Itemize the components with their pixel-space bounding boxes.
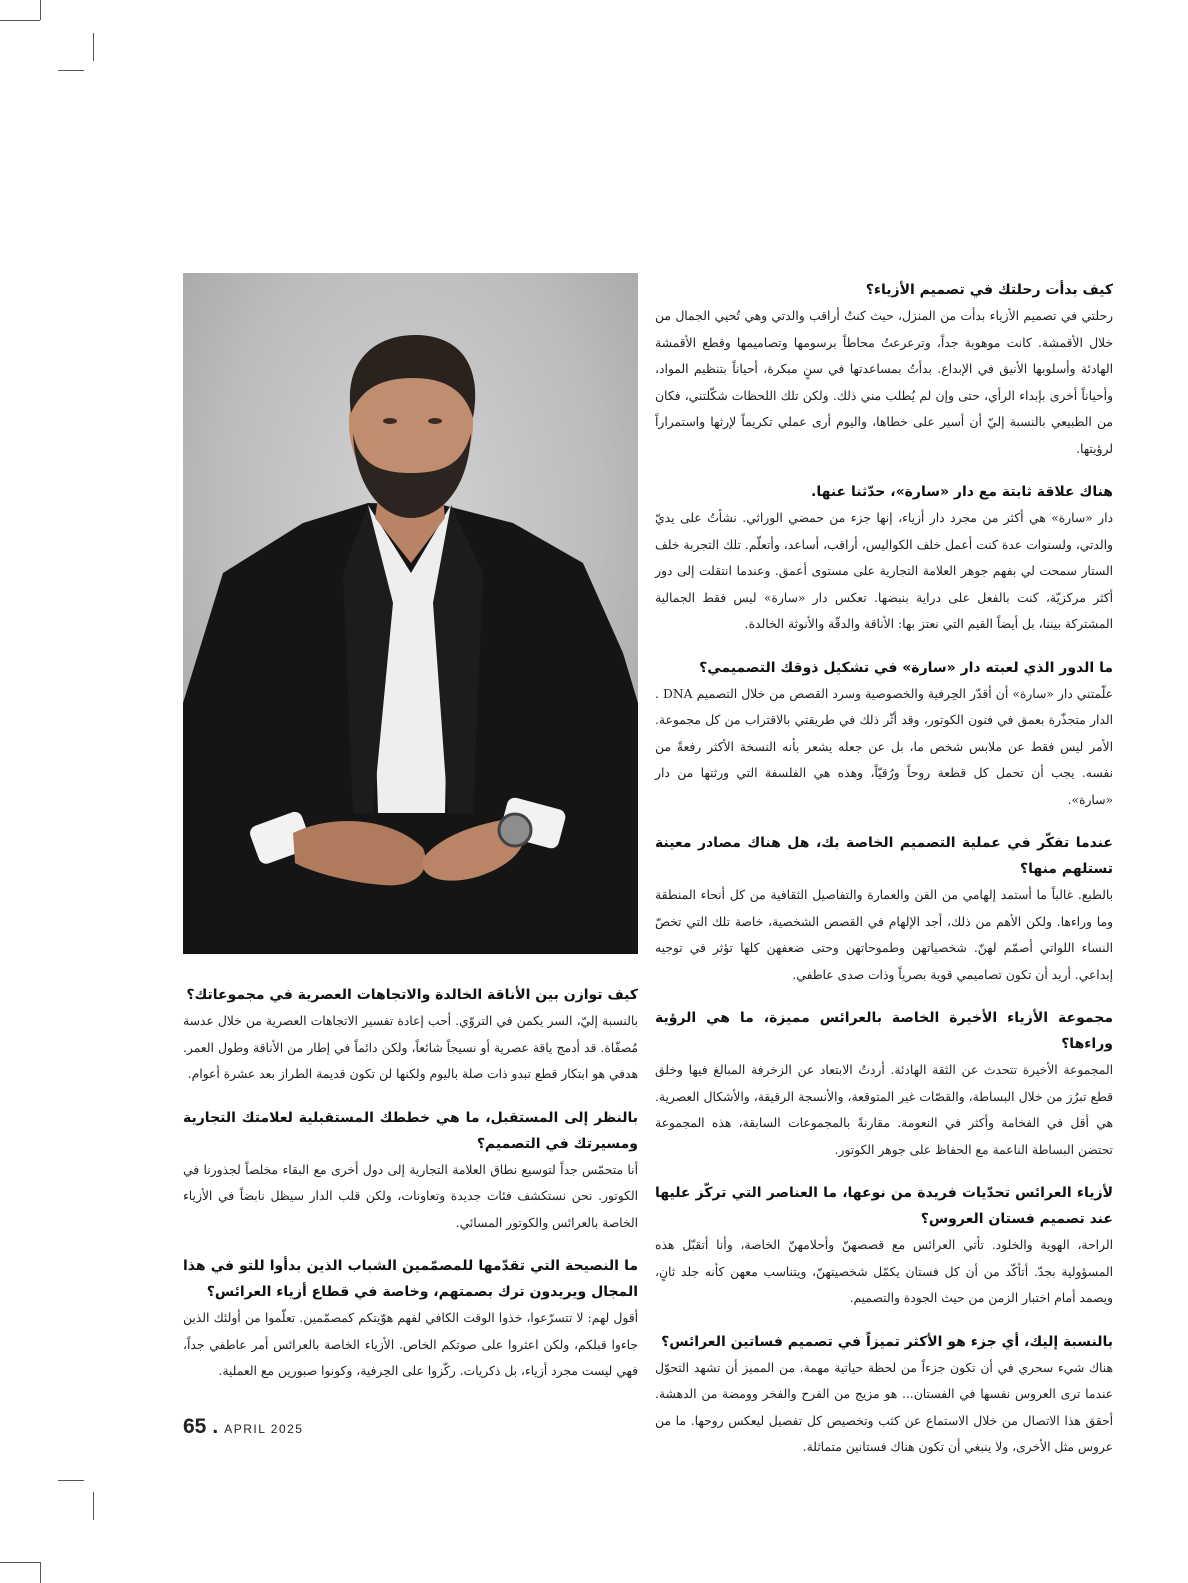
qa-block [655,655,1113,814]
question-heading: بالنظر إلى المستقبل، ما هي خططك المستقبلية لعلامتك التجارية ومسيرتك في التصميم؟ [183,1109,638,1152]
answer-paragraph: الراحة، الهوية والخلود. تأتي العرائس مع قصصهنّ وأحلامهنّ الخاصة، وأنا أتقبّل هذه المسؤولية بجدّ. أتأكّد من أن كل فستان يكمّل شخصيتهنّ، ويتناسب معهن كأنه جلد ثانٍ، ويصمد أمام اختبار الزمن من حيث الجودة والتصميم. [655,1238,1113,1305]
answer-paragraph: المجموعة الأخيرة تتحدث عن الثقة الهادئة. أردتُ الابتعاد عن الزخرفة المبالغ فيها وخلق قطع تبرُز من خلال البساطة، والقصّات غير المتوقعة، والأنسجة الرقيقة، والأشكال العصرية. هي أقل في الفخامة وأكثر في النعومة. مقارنةً بالمجموعات السابقة، هذه المجموعة تحتضن البساطة الناعمة مع الحفاظ على جوهر الكوتور. [655,1063,1113,1157]
question-heading: ما الدور الذي لعبته دار «سارة» في تشكيل ذوقك التصميمي؟ [699,659,1113,676]
page-number: 65 [183,1415,207,1438]
crop-mark [58,70,84,71]
question-heading: مجموعة الأزياء الأخيرة الخاصة بالعرائس مميزة، ما هي الرؤية وراءها؟ [655,1010,1113,1052]
separator-dot: . [212,1415,219,1438]
issue-date: APRIL 2025 [224,1422,304,1436]
answer-paragraph: هناك شيء سحري في أن تكون جزءاً من لحظة حياتية مهمة. من المميز أن تشهد التحوّل عندما ترى العروس نفسها في الفستان... هو مزيج من الفرح والفخر وومضة من الدهشة. أحقق هذا الاتصال من خلال الاستماع عن كثب وتخصيص كل تفصيل ليعكس روحها. ما من عروس مثل الأخرى، ولا ينبغي أن تكون هناك فستانين متماثلة. [655,1360,1113,1454]
question-heading: هناك علاقة ثابتة مع دار «سارة»، حدّثنا عنها. [811,484,1113,500]
answer-paragraph: علّمتني دار «سارة» أن أقدّر الحِرفية والخصوصية وسرد القصص من خلال التصميم DNA . الدار متجذّرة بعمق في فنون الكوتور، وقد أثّر ذلك في طريقتي بالاقتراب من كل مجموعة. الأمر ليس فقط عن ملابس شخص ما، بل عن جعله يشعر بأنه النسخة الأكثر رفعةً من نفسه. يجب أن تحمل كل قطعة روحاً ورُقيّاً، وهذه هي الفلسفة التي ورثتها من دار «سارة». [655,686,1113,807]
answer-paragraph: بالطبع. غالباً ما أستمد إلهامي من الفن والعمارة والتفاصيل الثقافية من كل أنحاء المنطقة وما وراءها. ولكن الأهم من ذلك، أجد الإلهام في القصص الشخصية، خاصة تلك التي تخصّ النساء اللواتي أصمّم لهنّ. شخصياتهن وطموحاتهن وحتى ضعفهن كلها تؤثر في توجيه إبداعي. أريد أن تكون تصاميمي قوية بصرياً وذات صدى عاطفي. [655,888,1113,982]
crop-mark [93,1492,94,1520]
question-heading: كيف بدأت رحلتك في تصميم الأزياء؟ [865,282,1113,298]
question-heading: ما النصيحة التي تقدّمها للمصمّمين الشباب الذين بدأوا للتو في هذا المجال ويريدون ترك بصمتهم، وخاصة في قطاع أزياء العرائس؟ [183,1258,638,1300]
qa-block [655,830,1113,988]
crop-mark [58,1480,84,1481]
qa-block [655,1180,1113,1312]
page-footer [183,1415,303,1439]
answer-paragraph: بالنسبة إليّ، السر يكمن في التروّي. أحب إعادة تفسير الاتجاهات العصرية من خلال عدسة مُصفّاة. قد أدمج ياقة عصرية أو نسيجاً شائعاً، ولكن دائماً في إطار من الأناقة وطول العمر. هدفي هو ابتكار قطع تبدو ذات صلة باليوم ولكنها لن تكون قديمة الطراز بعد عشرة أعوام. [183,1014,638,1081]
left-text-column [183,982,638,1402]
question-heading: كيف توازن بين الأناقة الخالدة والاتجاهات العصرية في مجموعاتك؟ [186,987,638,1003]
crop-mark [93,33,94,61]
right-text-column [655,277,1113,1478]
designer-portrait-photo [183,273,638,954]
qa-block [655,479,1113,638]
portrait-illustration [183,273,638,954]
question-heading: بالنسبة إليك، أي جزء هو الأكثر تميزاً في تصميم فساتين العرائس؟ [661,1333,1113,1350]
question-heading: لأزياء العرائس تحدّيات فريدة من نوعها، ما العناصر التي تركّز عليها عند تصميم فستان العروس؟ [655,1185,1113,1227]
answer-paragraph: دار «سارة» هي أكثر من مجرد دار أزياء، إنها جزء من حمضي الوراثي. نشأتُ على يديّ والدتي، ولسنوات عدة كنت أعمل خلف الكواليس، أراقب، أساعد، وأتعلّم. تلك التجربة خلف الستار سمحت لي بفهم جوهر العلامة التجارية على مستوى أعمق. وعندما انتقلت إلى دور أكثر مركزيّة، كنت بالفعل على دراية بنبضها. تعكس دار «سارة» ليس فقط الجمالية المشتركة بيننا، بل أيضاً القيم التي نعتز بها: الأناقة والدقّة والأنوثة الخالدة. [655,511,1113,631]
question-heading: عندما تفكّر في عملية التصميم الخاصة بك، هل هناك مصادر معينة تستلهم منها؟ [655,835,1113,877]
qa-block [183,1105,638,1237]
qa-block [183,982,638,1088]
answer-paragraph: أقول لهم: لا تتسرّعوا، خذوا الوقت الكافي لفهم هوّيتكم كمصمّمين. تعلّموا من أولئك الذين جاءوا قبلكم، ولكن اعثروا على صوتكم الخاص. الأزياء الخاصة بالعرائس أمر عاطفي جداً، فهي ليست مجرد أزياء، بل ذكريات. ركّزوا على الحِرفية، وكونوا صبورين مع العملية. [183,1311,638,1378]
crop-mark [0,1562,40,1563]
crop-mark [0,20,40,21]
answer-paragraph: أنا متحمّس جداً لتوسيع نطاق العلامة التجارية إلى دول أخرى مع البقاء مخلصاً لجذورنا في الكوتور. نحن نستكشف فئات جديدة وتعاونات، ولكن قلب الدار سيظل نابضاً في الأزياء الخاصة بالعرائس والكوتور المسائي. [183,1162,638,1230]
qa-block [655,1329,1113,1461]
answer-paragraph: رحلتي في تصميم الأزياء بدأت من المنزل، حيث كنتُ أراقب والدتي وهي تُحيي الجمال من خلال الأقمشة. كانت موهوبة جداً، وترعرعتُ محاطاً برسومها وتصاميمها وقطع الأقمشة الهادئة وأسلوبها الأنيق في الإبداع. بدأتُ بمساعدتها في سنٍ مبكرة، أحياناً بتنظيم المواد، وأحياناً أخرى بإبداء الرأي، حتى وإن لم يُطلب مني ذلك. ولكن تلك اللحظات شكّلتني، فكان من الطبيعي بالنسبة إليّ أن أسير على خطاها، واليوم أرى عملي تكريماً لإرثها واستمراراً لرؤيتها. [655,309,1113,456]
qa-block [655,1005,1113,1163]
crop-mark [40,0,41,20]
crop-mark [40,1562,41,1583]
qa-block [655,277,1113,462]
qa-block [183,1253,638,1385]
